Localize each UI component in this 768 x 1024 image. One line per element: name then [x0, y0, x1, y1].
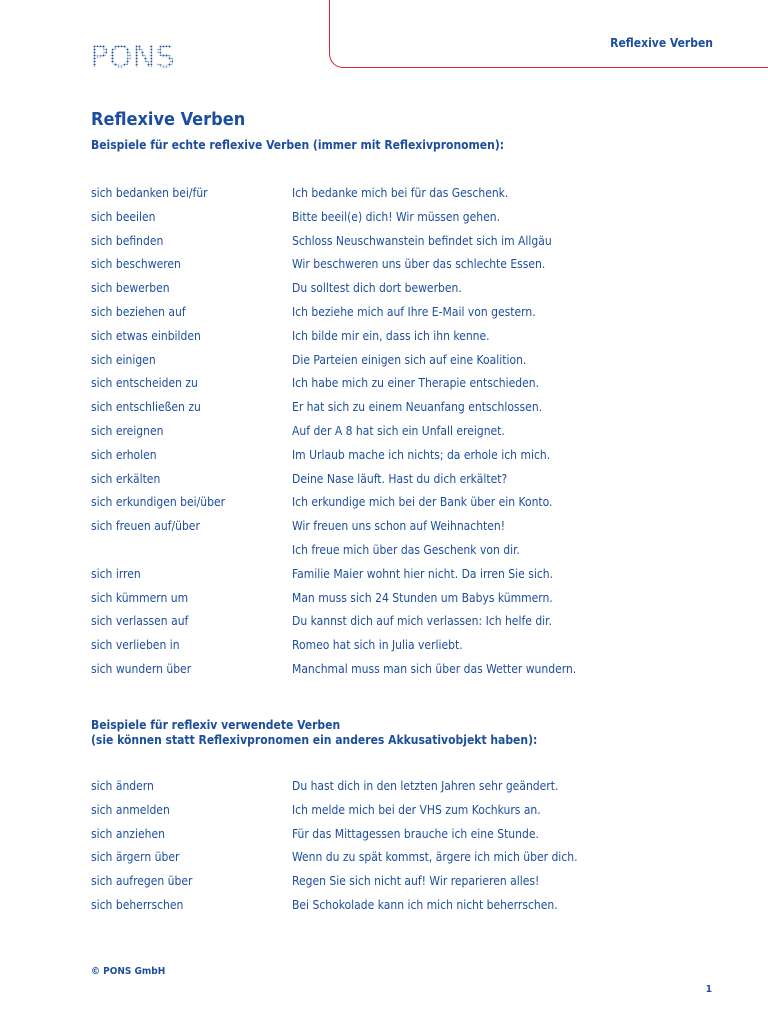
example-sentence: Die Parteien einigen sich auf eine Koalition.	[292, 352, 527, 367]
verb-term: sich ärgern über	[91, 850, 180, 865]
verb-term: sich erholen	[91, 447, 157, 462]
section-heading-line: Beispiele für reflexiv verwendete Verben	[91, 718, 341, 732]
example-sentence: Wenn du zu spät kommst, ärgere ich mich über dich.	[292, 850, 578, 865]
verb-term: sich entscheiden zu	[91, 376, 198, 391]
verb-row	[91, 543, 691, 567]
verb-term: sich beschweren	[91, 257, 181, 272]
section-heading-line: Beispiele für echte reflexive Verben (immer mit Reflexivpronomen):	[91, 138, 505, 152]
verb-row	[91, 591, 691, 615]
verb-row	[91, 257, 691, 281]
verb-row	[91, 874, 691, 898]
example-sentence: Regen Sie sich nicht auf! Wir reparieren alles!	[292, 874, 540, 889]
verb-row	[91, 898, 691, 922]
example-sentence: Ich melde mich bei der VHS zum Kochkurs an.	[292, 802, 541, 817]
example-sentence: Manchmal muss man sich über das Wetter wundern.	[292, 661, 577, 676]
verb-row	[91, 281, 691, 305]
header-frame	[329, 0, 768, 68]
example-sentence: Man muss sich 24 Stunden um Babys kümmern.	[292, 590, 553, 605]
example-sentence: Du hast dich in den letzten Jahren sehr geändert.	[292, 779, 559, 793]
page-number: 1	[705, 984, 712, 995]
verb-term: sich irren	[91, 566, 141, 581]
example-sentence: Schloss Neuschwanstein befindet sich im Allgäu	[292, 233, 552, 248]
verb-row	[91, 305, 691, 329]
verb-term: sich befinden	[91, 233, 164, 248]
verb-list-echte-reflexive	[91, 186, 691, 686]
verb-row	[91, 376, 691, 400]
verb-list-reflexiv-verwendete	[91, 779, 691, 922]
example-sentence: Bitte beeil(e) dich! Wir müssen gehen.	[292, 209, 501, 224]
verb-term: sich verlieben in	[91, 638, 180, 653]
example-sentence: Ich habe mich zu einer Therapie entschieden.	[292, 376, 540, 391]
verb-term: sich einigen	[91, 352, 156, 367]
verb-term: sich aufregen über	[91, 874, 193, 889]
verb-row	[91, 519, 691, 543]
footer-copyright: © PONS GmbH	[91, 966, 166, 977]
verb-row	[91, 234, 691, 258]
verb-term: sich verlassen auf	[91, 614, 189, 629]
verb-term: sich kümmern um	[91, 590, 189, 605]
example-sentence: Deine Nase läuft. Hast du dich erkältet?	[292, 471, 508, 486]
example-sentence: Wir beschweren uns über das schlechte Essen.	[292, 257, 546, 272]
example-sentence: Ich freue mich über das Geschenk von dir.	[292, 542, 520, 557]
verb-row	[91, 803, 691, 827]
verb-term: sich wundern über	[91, 661, 192, 676]
verb-term: sich anmelden	[91, 802, 170, 817]
verb-row	[91, 448, 691, 472]
example-sentence: Er hat sich zu einem Neuanfang entschlossen.	[292, 400, 543, 415]
verb-row	[91, 638, 691, 662]
verb-term: sich beeilen	[91, 209, 156, 224]
example-sentence: Familie Maier wohnt hier nicht. Da irren Sie sich.	[292, 566, 554, 581]
example-sentence: Romeo hat sich in Julia verliebt.	[292, 638, 463, 653]
verb-row	[91, 400, 691, 424]
verb-term: sich bewerben	[91, 281, 170, 296]
example-sentence: Ich bilde mir ein, dass ich ihn kenne.	[292, 328, 490, 343]
section-heading-reflexiv-verwendete	[91, 718, 537, 748]
example-sentence: Du solltest dich dort bewerben.	[292, 281, 462, 296]
verb-row	[91, 827, 691, 851]
verb-row	[91, 567, 691, 591]
section-heading-echte-reflexive	[91, 138, 504, 153]
verb-term: sich freuen auf/über	[91, 519, 200, 534]
verb-row	[91, 186, 691, 210]
verb-row	[91, 495, 691, 519]
verb-term: sich etwas einbilden	[91, 328, 201, 343]
verb-term: sich ereignen	[91, 423, 164, 438]
verb-row	[91, 779, 691, 803]
example-sentence: Für das Mittagessen brauche ich eine Stunde.	[292, 826, 539, 841]
example-sentence: Auf der A 8 hat sich ein Unfall ereignet.	[292, 423, 505, 438]
verb-row	[91, 353, 691, 377]
header-title: Reflexive Verben	[610, 36, 713, 50]
example-sentence: Im Urlaub mache ich nichts; da erhole ich mich.	[292, 447, 551, 462]
verb-term: sich beherrschen	[91, 897, 184, 912]
section-heading-line: (sie können statt Reflexivpronomen ein anderes Akkusativobjekt haben):	[91, 733, 538, 747]
svg-text:PONS: PONS	[90, 42, 174, 70]
example-sentence: Ich bedanke mich bei für das Geschenk.	[292, 186, 509, 200]
example-sentence: Ich beziehe mich auf Ihre E-Mail von gestern.	[292, 304, 536, 319]
example-sentence: Bei Schokolade kann ich mich nicht beherrschen.	[292, 897, 558, 912]
verb-row	[91, 329, 691, 353]
verb-term: sich ändern	[91, 779, 154, 793]
verb-term: sich erkundigen bei/über	[91, 495, 226, 510]
verb-row	[91, 662, 691, 686]
verb-term: sich erkälten	[91, 471, 161, 486]
example-sentence: Wir freuen uns schon auf Weihnachten!	[292, 519, 506, 534]
verb-term: sich beziehen auf	[91, 304, 186, 319]
verb-row	[91, 850, 691, 874]
verb-term: sich bedanken bei/für	[91, 186, 208, 200]
verb-term: sich anziehen	[91, 826, 165, 841]
example-sentence: Ich erkundige mich bei der Bank über ein Konto.	[292, 495, 553, 510]
pons-logo	[90, 42, 174, 74]
verb-term: sich entschließen zu	[91, 400, 201, 415]
example-sentence: Du kannst dich auf mich verlassen: Ich helfe dir.	[292, 614, 552, 629]
verb-row	[91, 614, 691, 638]
verb-row	[91, 210, 691, 234]
page-title: Reflexive Verben	[91, 109, 246, 130]
verb-row	[91, 424, 691, 448]
verb-row	[91, 472, 691, 496]
